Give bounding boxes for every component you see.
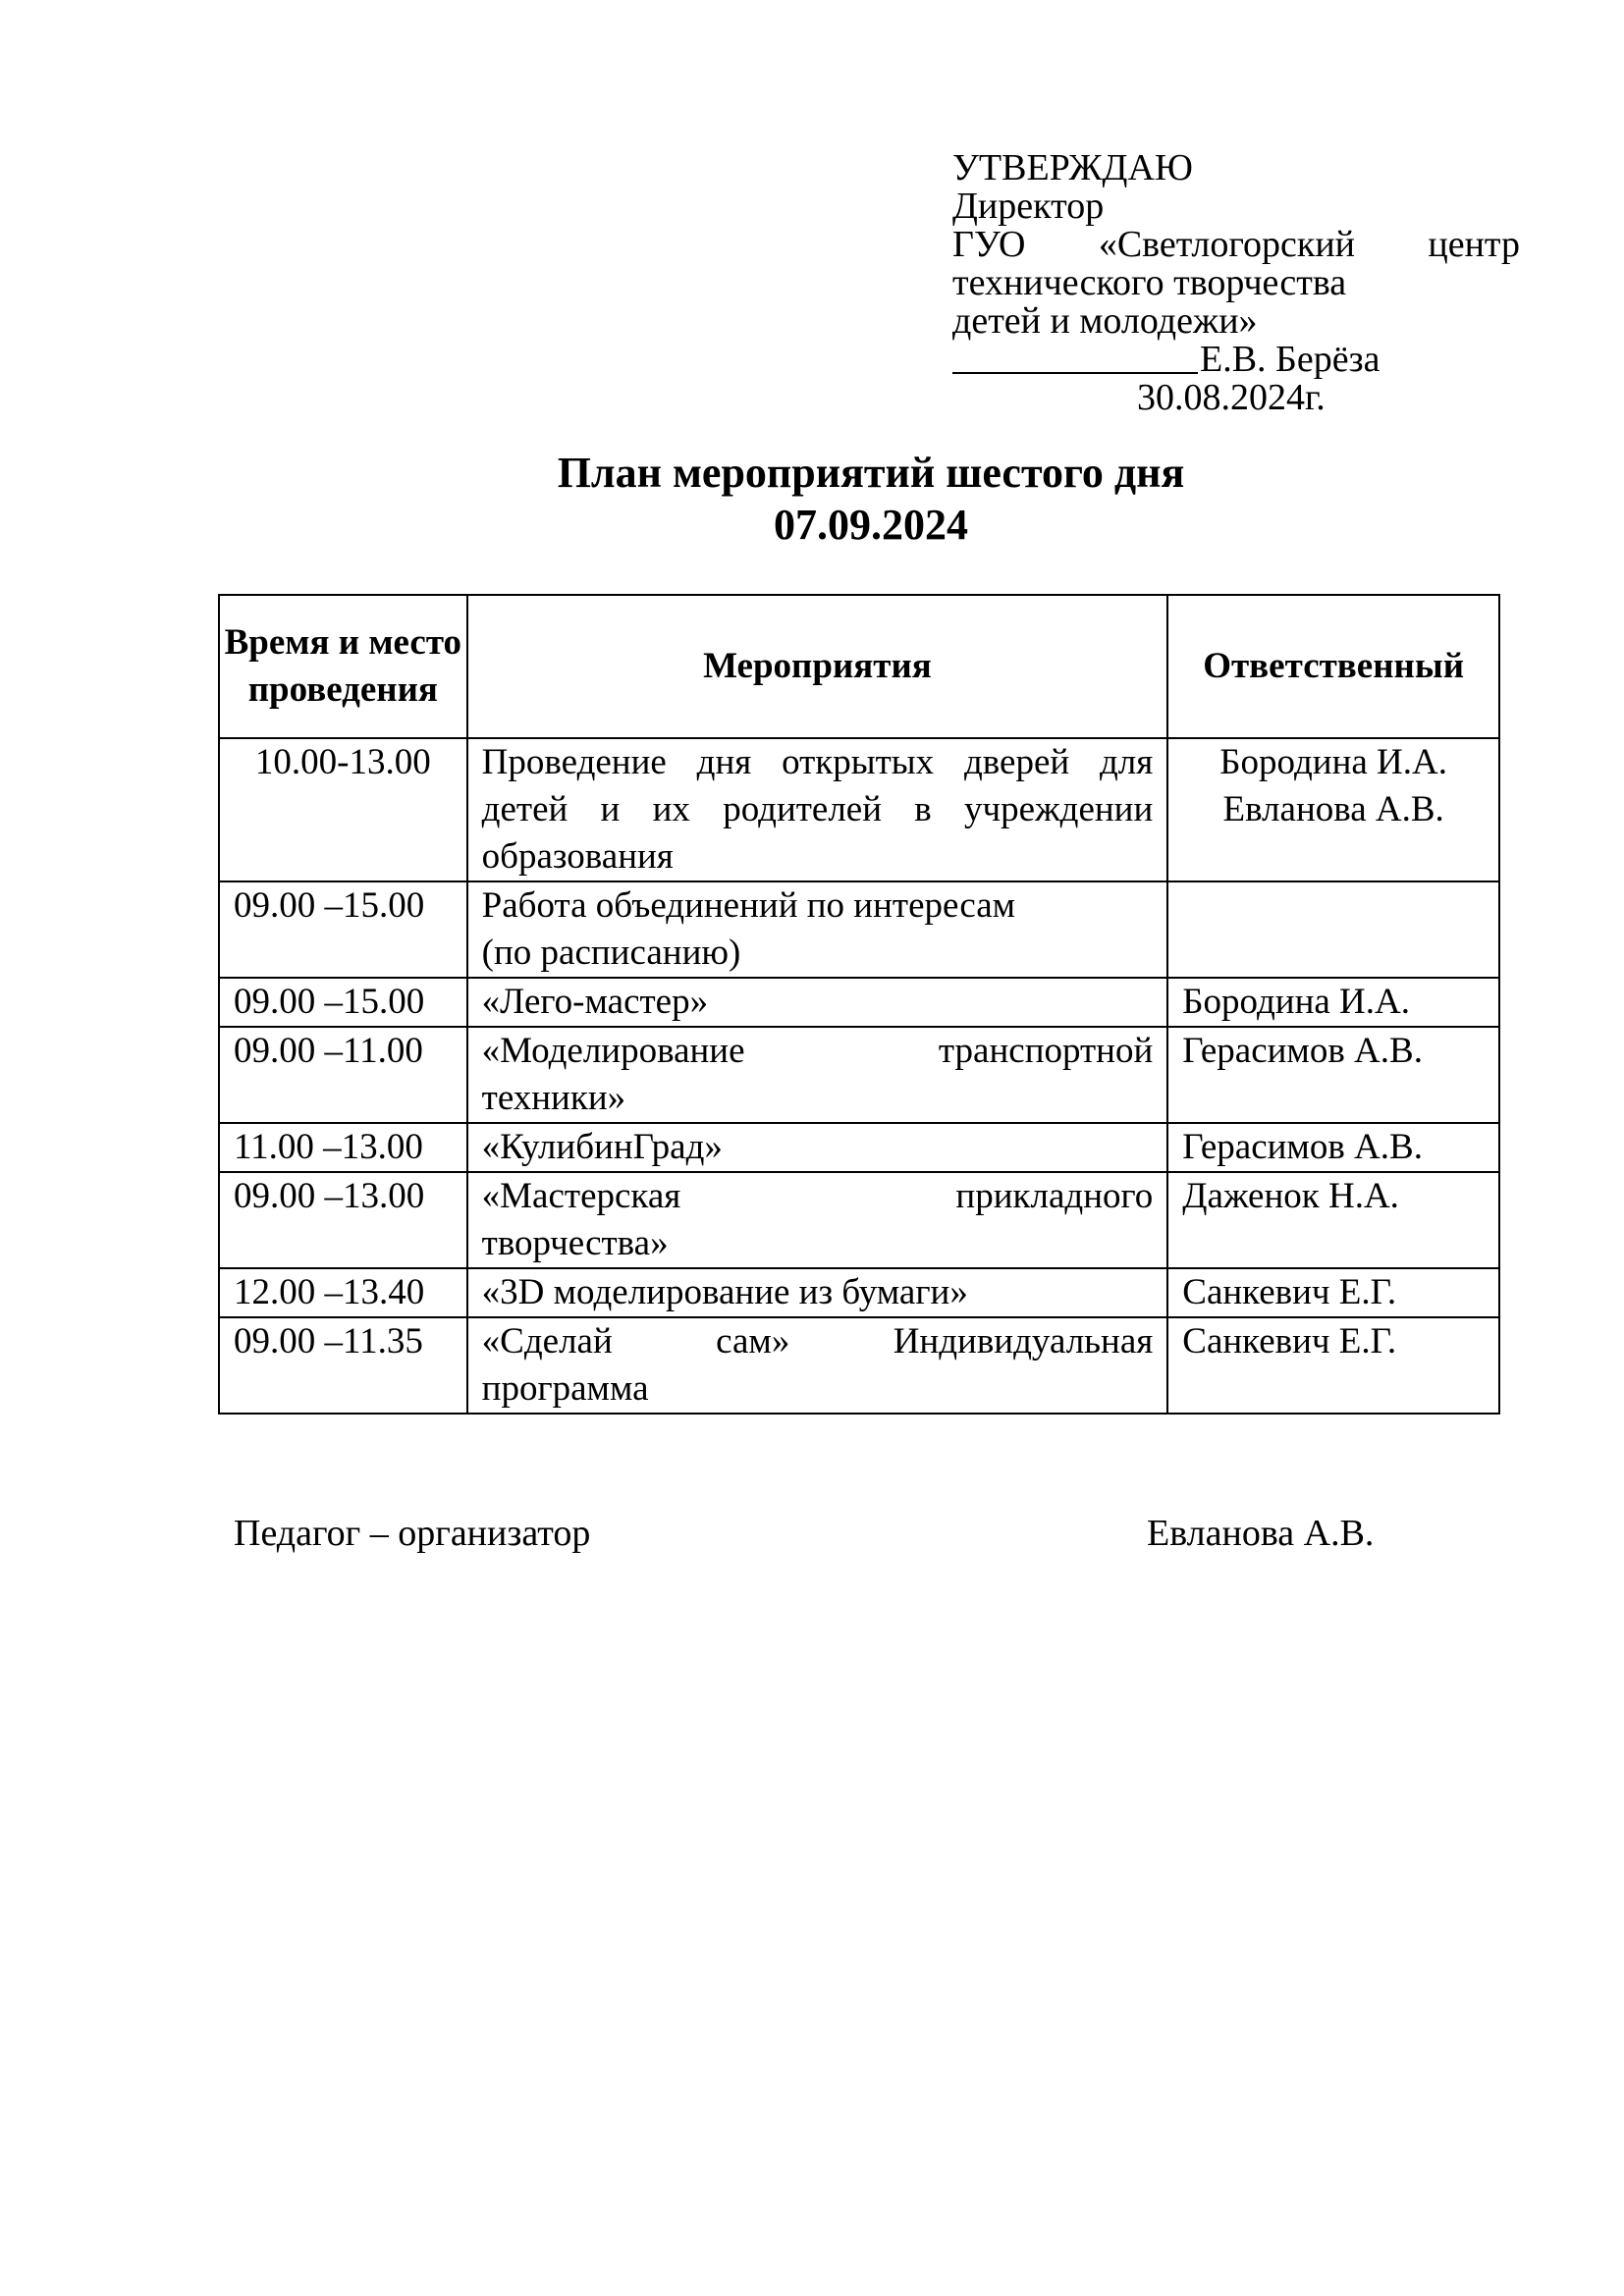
responsible-person: Бородина И.А.	[1219, 742, 1447, 782]
table-row	[219, 1027, 1499, 1123]
approval-organization-line	[952, 226, 1520, 264]
table-header-row	[219, 595, 1499, 738]
header-events: Мероприятия	[467, 595, 1168, 738]
table-row	[219, 978, 1499, 1027]
event-line	[482, 1028, 1154, 1075]
row-time: 09.00 –11.35	[219, 1317, 467, 1414]
row-responsible: Даженок Н.А.	[1167, 1172, 1499, 1268]
row-time: 09.00 –15.00	[219, 978, 467, 1027]
event-word: транспортной	[938, 1031, 1154, 1071]
row-responsible: Санкевич Е.Г.	[1167, 1317, 1499, 1414]
row-responsible	[1167, 738, 1499, 881]
table-row	[219, 1317, 1499, 1414]
table-row	[219, 881, 1499, 978]
row-event: «КулибинГрад»	[467, 1123, 1168, 1172]
row-event	[467, 1317, 1168, 1414]
event-line: творчества»	[481, 1223, 669, 1263]
event-line	[482, 1173, 1154, 1220]
event-word: «Сделай	[481, 1321, 613, 1362]
row-time: 09.00 –15.00	[219, 881, 467, 978]
approval-org-abbr: ГУО	[952, 224, 1026, 265]
page-title-date: 07.09.2024	[774, 501, 968, 549]
approval-organization-line-2: технического творчества	[952, 262, 1347, 303]
table-row	[219, 1172, 1499, 1268]
row-responsible	[1167, 881, 1499, 978]
table-row	[219, 1123, 1499, 1172]
row-event: «3D моделирование из бумаги»	[467, 1268, 1168, 1317]
approval-org-name: «Светлогорский	[1098, 224, 1356, 265]
row-responsible: Герасимов А.В.	[1167, 1027, 1499, 1123]
row-event	[467, 1172, 1168, 1268]
row-event	[467, 881, 1168, 978]
table-row	[219, 1268, 1499, 1317]
footer-name: Евланова А.В.	[1147, 1513, 1375, 1554]
header-responsible: Ответственный	[1167, 595, 1499, 738]
row-event	[467, 1027, 1168, 1123]
row-time: 12.00 –13.40	[219, 1268, 467, 1317]
row-time: 09.00 –13.00	[219, 1172, 467, 1268]
event-line	[482, 1318, 1154, 1365]
event-word: Индивидуальная	[893, 1321, 1154, 1362]
events-table	[218, 594, 1500, 1415]
row-responsible: Герасимов А.В.	[1167, 1123, 1499, 1172]
event-line: программа	[481, 1368, 649, 1409]
event-word: «Моделирование	[481, 1031, 745, 1071]
approval-signature-line	[952, 341, 1520, 379]
signature-blank	[952, 341, 1198, 374]
event-word: сам»	[716, 1321, 790, 1362]
approval-block	[952, 149, 1520, 417]
event-line: Работа объединений по интересам	[481, 885, 1016, 926]
row-responsible: Бородина И.А.	[1167, 978, 1499, 1027]
row-time: 10.00-13.00	[219, 738, 467, 881]
approval-organization-line-3: детей и молодежи»	[952, 300, 1258, 342]
signature-name: Е.В. Берёза	[1200, 339, 1380, 380]
event-line: техники»	[481, 1078, 626, 1118]
footer-role: Педагог – организатор	[234, 1513, 591, 1554]
approval-position: Директор	[952, 186, 1105, 227]
approval-heading: УТВЕРЖДАЮ	[952, 147, 1193, 188]
row-time: 09.00 –11.00	[219, 1027, 467, 1123]
row-event: Проведение дня открытых дверей для детей и их родителей в учреждении образования	[467, 738, 1168, 881]
table-row	[219, 738, 1499, 881]
approval-org-center: центр	[1428, 224, 1520, 265]
row-event: «Лего-мастер»	[467, 978, 1168, 1027]
event-word: «Мастерская	[481, 1176, 681, 1216]
row-responsible: Санкевич Е.Г.	[1167, 1268, 1499, 1317]
approval-date: 30.08.2024г.	[1137, 377, 1326, 418]
responsible-person: Евланова А.В.	[1222, 789, 1444, 829]
page-title: План мероприятий шестого дня	[557, 449, 1185, 497]
event-word: прикладного	[955, 1176, 1154, 1216]
header-time-place: Время и место проведения	[219, 595, 467, 738]
row-time: 11.00 –13.00	[219, 1123, 467, 1172]
event-line: (по расписанию)	[481, 933, 741, 973]
